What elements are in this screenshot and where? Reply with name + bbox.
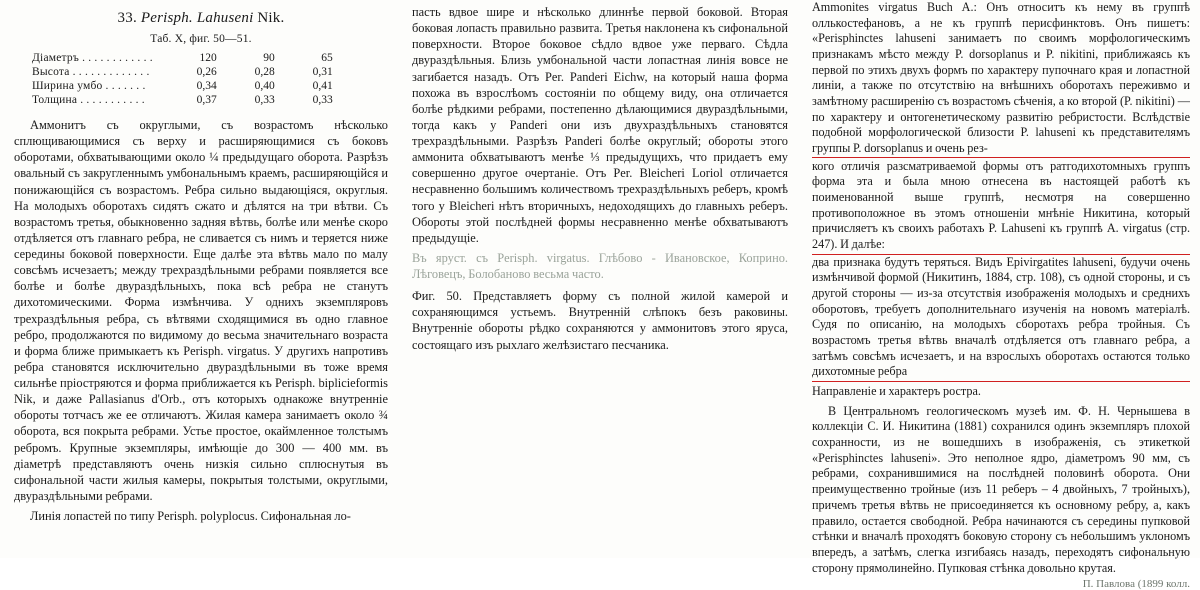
red-underline-rule <box>812 381 1190 382</box>
species-name: Lahuseni <box>196 10 254 26</box>
row-value: 0,37 <box>196 94 217 106</box>
row-value: 0,31 <box>312 66 333 78</box>
row-value: 90 <box>263 52 275 64</box>
paragraph-heading-direction: Направленіе и характеръ ростра. <box>812 384 981 399</box>
paragraph-description: Аммонитъ съ округлыми, съ возрастомъ нѣсколько сплющивающимися съ верху и расширяющимися съ боковъ оборотами, обхватывающими около ¼ предыдущаго оборота. Разрѣзъ овальный съ закругленнымъ умбональнымъ краемъ, расширяющійся и понижающійся съ возрастомъ. Ребра сильно выдающіяся, округлыя. На молодыхъ оборотахъ сидятъ сжато и дѣлятся на три вѣтви. Съ возрастомъ третья, обыкновенно задняя вѣтвь, болѣе или менѣе скоро отдѣляется отъ главнаго ребра, не сливается съ нимъ и теряется ниже середины боковой поверхности. Еще далѣе эта вѣтвь мало по малу совсѣмъ исчезаетъ; между трехраздѣльными ребрами появляется все болѣе и болѣе двураздѣльныхъ, пока всѣ ребра не станутъ дихотомическими. Форма измѣнчива. У однихъ экземпляровъ трехраздѣльныя ребра, съ вѣтвями сходящимися въ одно главное ребро, продолжаются по видимому до весьма значительнаго возраста и форма ближе примыкаетъ къ Perisph. virgatus. У другихъ напротивъ ребра становятся исключительно двураздѣльными въ тоже время сильнѣе пріостряются и форма приближается къ Perisph. biplicieformis Nik, и даже Pallasianus d'Orb., отъ которыхъ однакоже внутренніе обороты тотчасъ же ее отличаютъ. Жилая камера занимаетъ около ¾ оборота, вся покрыта ребрами. Устье простое, окаймленное толстымъ ребромъ. Крупные экземпляры, имѣющіе до 300 — 400 мм. въ діаметрѣ представляютъ очень низкія сильно сплюснутыя въ сифональной части жилыя камеры, покрытыя толстыми, округлыми, двураздѣльными ребрами. <box>14 118 388 503</box>
row-value: 120 <box>199 52 217 64</box>
row-value: 0,28 <box>254 66 275 78</box>
faint-signature: П. Павлова (1899 колл. <box>1082 578 1190 590</box>
column-middle <box>400 0 800 353</box>
table-row <box>32 79 333 93</box>
paragraph-highlighted: кого отличія разсматриваемой формы отъ ратгодихотомныхъ группъ форма эта и была мною отнесена въ настоящей работѣ къ поименованной выше группѣ, несмотря на совершенно противоположное въ этомъ отношеніи мнѣніе Никитина, который причисляетъ къ своихъ работахъ P. Lahuseni къ группѣ A. virgatus (стр. 247). И далѣе: <box>812 157 1190 255</box>
paragraph-suture-line: Линія лопастей по типу Perisph. polyplocus. Сифональная ло- <box>30 509 351 523</box>
row-value: 0,33 <box>312 94 333 106</box>
author-name: Nik. <box>257 10 285 26</box>
plate-caption: Таб. X, фиг. 50—51. <box>150 33 252 45</box>
paragraph-revision: два признака будутъ теряться. Видъ Epivirgatites lahuseni, будучи очень измѣнчивой формой (Никитинъ, 1884, стр. 108), съ одной стороны, и съ другой стороны — из-за отсутствія изображенія молодыхъ и среднихъ оборотовъ, требуетъ дополнительнаго изученія на новомъ матеріалѣ. Судя по описанію, на молодыхъ сборотахъ ребра тройныя. Съ возрастомъ третья вѣтвь вначалѣ отдѣляется отъ главнаго ребра, а затѣмъ совсѣмъ исчезаетъ, и на взрослыхъ оборотахъ остаются только дихотомные ребра <box>812 254 1190 379</box>
row-value: 0,34 <box>196 80 217 92</box>
paragraph-citation: Ammonites virgatus Buch A.: Онъ относитъ къ нему въ группѣ оллькостефановъ, а не къ группѣ перисфинктовъ. Онъ пишетъ: «Perisphinctes lahuseni занимаетъ по своимъ морфологическимъ признакамъ мѣсто между P. dorsoplanus и P. nikitini, приближаясь къ первой по этихъ двухъ формъ по характеру пупочнаго края и лопастной линіи, а также по отсутствію на внѣшнихъ оборотахъ переживмо и замѣтному расширенію съ возрастомъ сѣченія, а ко второй (P. nikitini) — по характеру и онтогенетическому развитію ребристости. Вслѣдствіе подобной морфологической близости P. lahuseni къ представителямъ группы P. dorsoplanus и очень рез- <box>812 0 1190 156</box>
table-row <box>32 51 333 65</box>
paragraph-locality: Въ яруст. съ Perisph. virgatus. Глѣбово - Ивановское, Коприно. Лѣговецъ, Болобаново весьма часто. <box>412 250 788 281</box>
genus-name: Perisph. <box>140 10 193 26</box>
row-label: Діаметръ . . . . . . . . . . . . <box>32 52 153 64</box>
row-value: 0,41 <box>312 80 333 92</box>
paragraph-comparison: пасть вдвое шире и нѣсколько длиннѣе первой боковой. Вторая боковая лопасть правильно развита. Третья наклонена къ сифональной поверхности. Второе боковое сѣдло вдвое уже перваго. Сѣдла двураздѣльныя. Близь умбональной части лопастная линія вовсе не загибается назадъ. Отъ Per. Panderi Eichw, на который наша форма похожа въ взрослѣомъ состояніи по общему виду, она отличается болѣе рѣдкими ребрами, постепенно дѣлающимися двураздѣльными, тогда какъ у Panderi они изъ двухраздѣльныхъ становятся трехраздѣльными. Разрѣзъ Panderi болѣе округлый; обороты этого аммонита обхватываютъ менѣе ⅓ предыдущихъ, что придаетъ ему совершенно другое очертаніе. Отъ Per. Bleicheri Loriol отличается несравненно большимъ количествомъ трехраздѣльныхъ реберъ, кромѣ того у Bleicheri нѣтъ вторичныхъ, недоходящихъ до главныхъ реберъ. Обороты этой послѣдней формы несравненно менѣе обхватываютъ предыдущіе. <box>412 5 788 245</box>
section-number: 33. <box>117 10 137 26</box>
row-value: 0,26 <box>196 66 217 78</box>
row-label: Ширина умбо . . . . . . . <box>32 80 146 92</box>
row-value: 0,40 <box>254 80 275 92</box>
row-value: 65 <box>321 52 333 64</box>
table-row <box>32 65 333 79</box>
section-heading <box>14 10 388 27</box>
paragraph-museum-specimen: В Центральномъ геологическомъ музеѣ им. Ф. Н. Чернышева в коллекціи С. И. Никитина (1881) сохранился одинъ экземпляръ плохой сохранности, из не вошедшихъ в изображенія, съ этикеткой «Perisphinctes lahuseni». Это неполное ядро, діаметромъ 90 мм, съ ребрами, сохранившимися на послѣдней половинѣ оборота. Они преимущественно тройные (изъ 11 реберъ – 4 двойныхъ, 7 тройныхъ), причемъ третья вѣтвь не присоединяется къ основному ребру, а, какъ правило, остается свободной. Ребра начинаются съ середины пупковой стѣнки и вначалѣ проходятъ боковую сторону съ небольшимъ уклономъ впередъ, а затѣмъ, слегка изгибаясь назадъ, переходятъ сифональную сторону прямолинейно. Пупковая стѣнка довольно крутая. <box>812 403 1190 575</box>
row-label: Толщина . . . . . . . . . . . <box>32 94 145 106</box>
column-left <box>0 0 400 524</box>
row-value: 0,33 <box>254 94 275 106</box>
row-label: Высота . . . . . . . . . . . . . <box>32 66 150 78</box>
column-right <box>800 0 1200 590</box>
table-row <box>32 93 333 107</box>
measurements-table <box>32 51 333 107</box>
figure-caption: Фиг. 50. Представляетъ форму съ полной жилой камерой и сохраняющимся устьемъ. Внутренній слѣпокъ безъ раковины. Внутренніе обороты рѣдко сохраняются у аммонитовъ этого яруса, состоящаго изъ рыхлаго желѣзистаго песчаника. <box>412 289 788 352</box>
